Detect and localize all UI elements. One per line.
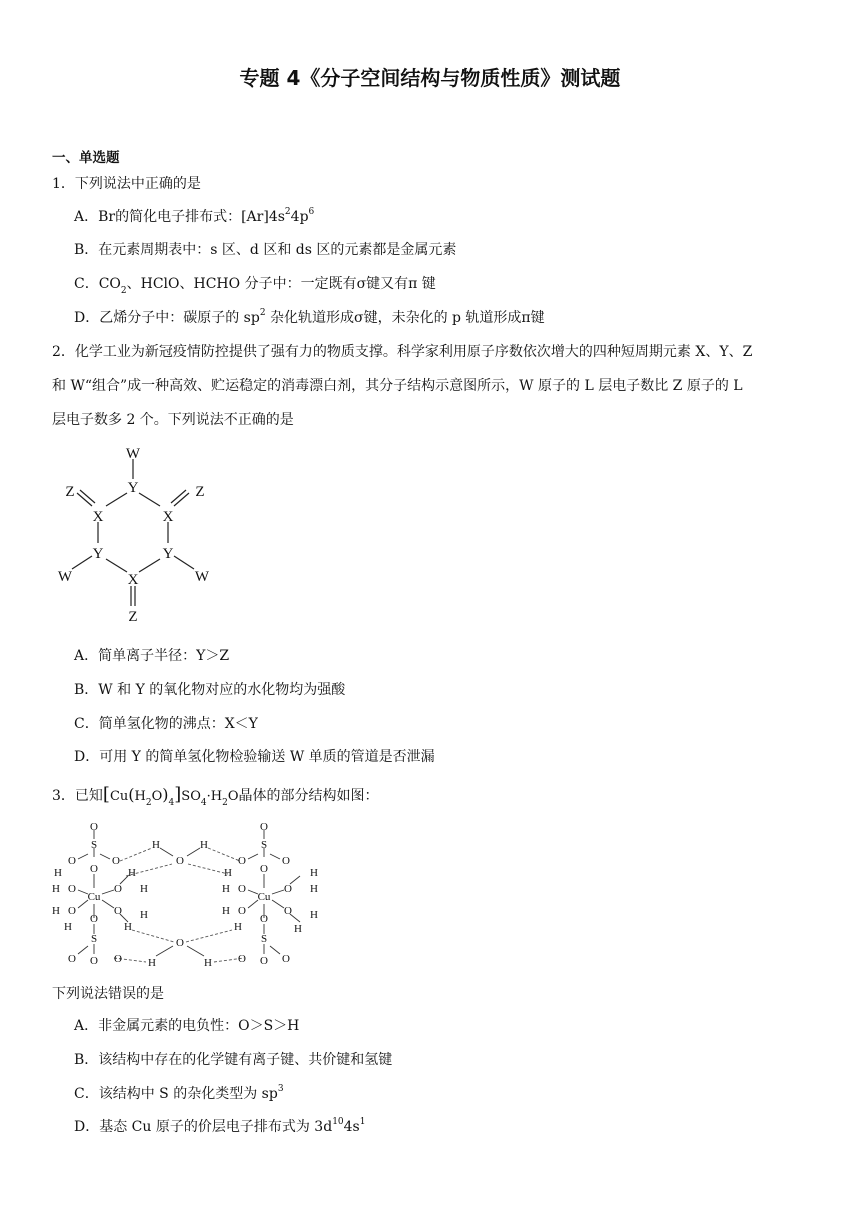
atom-label: H <box>52 883 60 895</box>
atom-label: H <box>310 883 318 895</box>
atom-label: O <box>176 855 184 867</box>
q2-option-b: B．W 和 Y 的氧化物对应的水化物均为强酸 <box>74 682 346 698</box>
q1-option-b: B．在元素周期表中：s 区、d 区和 ds 区的元素都是金属元素 <box>74 242 457 258</box>
atom-label: O <box>68 905 76 917</box>
atom-label: O <box>68 855 76 867</box>
atom-label: S <box>260 933 268 945</box>
atom-label: H <box>222 905 230 917</box>
q1-option-a: A．Br的简化电子排布式：$[Ar]4s^24p^6$ <box>74 207 315 225</box>
atom-label: O <box>90 863 98 875</box>
atom-label: O <box>260 863 268 875</box>
atom-label: H <box>54 867 62 879</box>
atom-label: Y <box>162 546 174 562</box>
atom-label: O <box>260 955 268 967</box>
atom-label: H <box>128 867 136 879</box>
atom-label: O <box>282 953 290 965</box>
atom-label: H <box>140 909 148 921</box>
atom-label: W <box>125 446 141 462</box>
atom-label: O <box>238 883 246 895</box>
atom-label: Z <box>65 484 75 500</box>
q2-option-c: C．简单氢化物的沸点：X＜Y <box>74 716 258 732</box>
atom-label: O <box>284 905 292 917</box>
atom-label: O <box>260 913 268 925</box>
chemical-formula: $[Cu(H_2O)_4]SO_4\cdot H_2O$ <box>102 784 239 808</box>
q3-option-b: B．该结构中存在的化学键有离子键、共价键和氢键 <box>74 1052 393 1068</box>
atom-label: H <box>310 909 318 921</box>
atom-label: O <box>238 953 246 965</box>
atom-label: W <box>57 569 73 585</box>
atom-label: S <box>260 839 268 851</box>
atom-label: H <box>124 921 132 933</box>
page-title: 专题 4《分子空间结构与物质性质》测试题 <box>239 66 621 90</box>
atom-label: X <box>92 509 104 525</box>
atom-label: H <box>234 921 242 933</box>
atom-label: X <box>127 572 139 588</box>
atom-label: O <box>114 953 122 965</box>
atom-label: H <box>204 957 212 969</box>
atom-label: O <box>284 883 292 895</box>
q1-stem: 1．下列说法中正确的是 <box>52 176 201 192</box>
copper-label: Cu <box>257 891 271 903</box>
atom-label: Z <box>128 609 138 625</box>
q3-option-d: D．基态 Cu 原子的价层电子排布式为 $3d^{10}4s^1$ <box>74 1117 366 1135</box>
atom-label: O <box>260 821 268 833</box>
q3-stem: 3．已知$[Cu(H_2O)_4]SO_4\cdot H_2O$晶体的部分结构如图： <box>52 784 379 808</box>
atom-label: O <box>282 855 290 867</box>
atom-label: H <box>294 923 302 935</box>
atom-label: S <box>90 839 98 851</box>
atom-label: O <box>176 937 184 949</box>
atom-label: Y <box>127 480 139 496</box>
q2-stem-line-3: 层电子数多 2 个。下列说法不正确的是 <box>52 412 294 428</box>
section-heading: 一、单选题 <box>52 150 120 166</box>
atom-label: O <box>114 905 122 917</box>
atom-label: O <box>112 855 120 867</box>
q2-option-d: D．可用 Y 的简单氢化物检验输送 W 单质的管道是否泄漏 <box>74 749 435 765</box>
q2-stem-line-2: 和 W“组合”成一种高效、贮运稳定的消毒漂白剂，其分子结构示意图所示，W 原子的 L 层电子数比 Z 原子的 L <box>52 378 743 394</box>
atom-label: H <box>152 839 160 851</box>
atom-label: Z <box>195 484 205 500</box>
atom-label: H <box>148 957 156 969</box>
atom-label: W <box>194 569 210 585</box>
atom-label: H <box>200 839 208 851</box>
q2-stem-line-1: 2．化学工业为新冠疫情防控提供了强有力的物质支撑。科学家利用原子序数依次增大的四种短周期元素 X、Y、Z <box>52 344 753 360</box>
crystal-structure-diagram <box>48 818 338 978</box>
q1-option-d: D．乙烯分子中：碳原子的 $sp^2$ 杂化轨道形成σ键，未杂化的 p 轨道形成π键 <box>74 308 545 326</box>
atom-label: S <box>90 933 98 945</box>
atom-label: O <box>238 855 246 867</box>
atom-label: H <box>64 921 72 933</box>
atom-label: O <box>90 821 98 833</box>
q3-option-a: A．非金属元素的电负性：O＞S＞H <box>74 1018 300 1034</box>
atom-label: O <box>90 955 98 967</box>
atom-label: O <box>68 953 76 965</box>
atom-label: H <box>310 867 318 879</box>
atom-label: H <box>140 883 148 895</box>
q3-option-c: C．该结构中 S 的杂化类型为 $sp^3$ <box>74 1084 284 1102</box>
copper-label: Cu <box>87 891 101 903</box>
atom-label: H <box>52 905 60 917</box>
atom-label: H <box>224 867 232 879</box>
q3-question: 下列说法错误的是 <box>52 986 164 1002</box>
atom-label: O <box>68 883 76 895</box>
q2-option-a: A．简单离子半径：Y＞Z <box>74 648 230 664</box>
atom-label: O <box>90 913 98 925</box>
q1-option-c: C．$CO_2$、HClO、HCHO 分子中：一定既有σ键又有π 键 <box>74 276 436 296</box>
atom-label: X <box>162 509 174 525</box>
atom-label: O <box>238 905 246 917</box>
molecule-structure-diagram <box>50 440 230 630</box>
atom-label: H <box>222 883 230 895</box>
atom-label: Y <box>92 546 104 562</box>
atom-label: O <box>114 883 122 895</box>
